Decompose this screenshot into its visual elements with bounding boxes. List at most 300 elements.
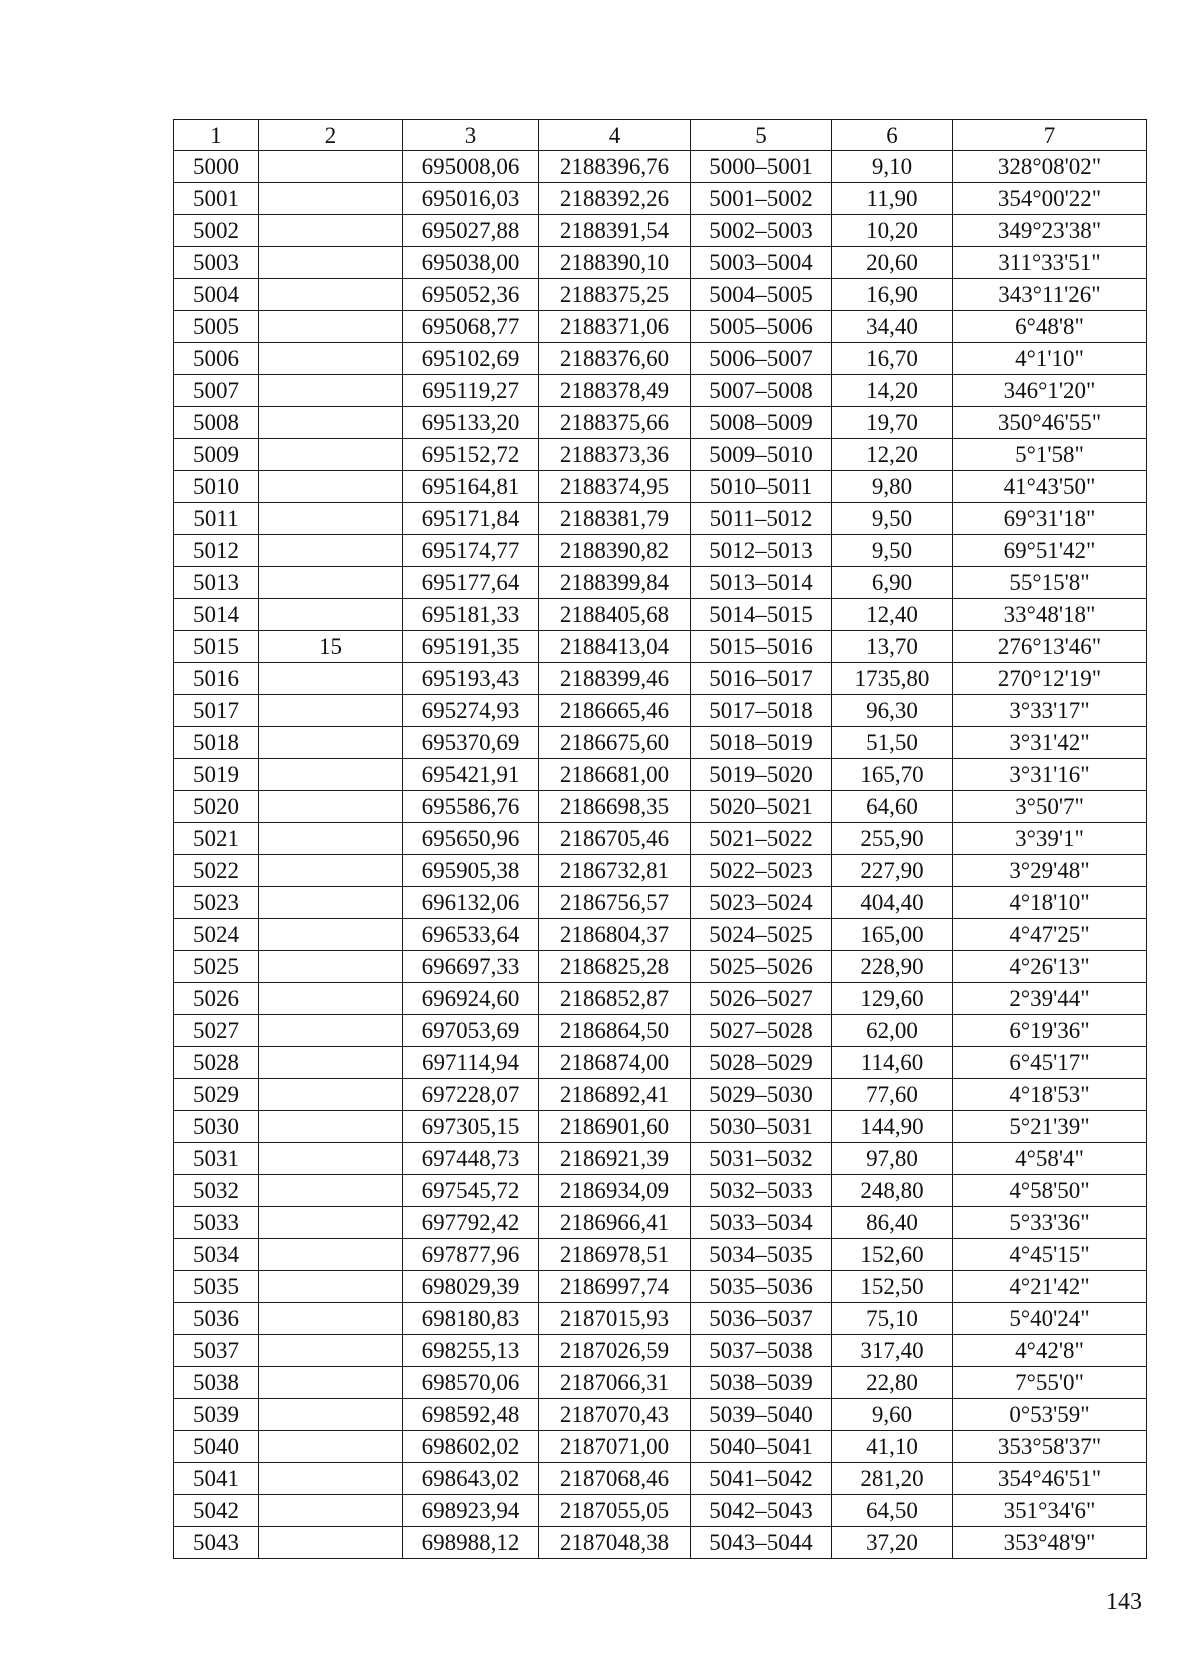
table-cell-col-5: 5011–5012 [691,503,832,535]
table-cell-col-1: 5004 [174,279,259,311]
table-cell-col-6: 12,40 [832,599,953,631]
page-number: 143 [1106,1589,1142,1615]
table-cell-col-5: 5039–5040 [691,1399,832,1431]
table-cell-col-5: 5031–5032 [691,1143,832,1175]
table-cell-col-6: 404,40 [832,887,953,919]
table-cell-col-4: 2186665,46 [539,695,691,727]
table-cell-col-2: 15 [259,631,403,663]
table-row [174,471,1147,503]
table-cell-col-4: 2187055,05 [539,1495,691,1527]
table-cell-col-3: 695133,20 [403,407,539,439]
table-cell-col-4: 2188392,26 [539,183,691,215]
table-cell-col-6: 9,60 [832,1399,953,1431]
table-cell-col-3: 697305,15 [403,1111,539,1143]
table-cell-col-6: 1735,80 [832,663,953,695]
table-cell-col-7: 55°15'8" [953,567,1147,599]
table-cell-col-7: 328°08'02" [953,151,1147,183]
table-cell-col-4: 2187048,38 [539,1527,691,1559]
table-cell-col-5: 5042–5043 [691,1495,832,1527]
table-row [174,663,1147,695]
table-cell-col-1: 5028 [174,1047,259,1079]
table-cell-col-4: 2187066,31 [539,1367,691,1399]
table-cell-col-3: 695274,93 [403,695,539,727]
table-cell-col-5: 5014–5015 [691,599,832,631]
table-cell-col-6: 37,20 [832,1527,953,1559]
table-cell-col-6: 165,70 [832,759,953,791]
table-cell-col-3: 696697,33 [403,951,539,983]
table-row [174,919,1147,951]
table-row [174,599,1147,631]
table-cell-col-2 [259,919,403,951]
table-cell-col-3: 695421,91 [403,759,539,791]
table-row [174,695,1147,727]
table-cell-col-6: 9,80 [832,471,953,503]
table-row [174,1079,1147,1111]
table-cell-col-5: 5000–5001 [691,151,832,183]
table-cell-col-2 [259,1239,403,1271]
table-cell-col-6: 281,20 [832,1463,953,1495]
table-cell-col-7: 7°55'0" [953,1367,1147,1399]
table-cell-col-3: 695164,81 [403,471,539,503]
table-cell-col-5: 5004–5005 [691,279,832,311]
table-cell-col-4: 2186852,87 [539,983,691,1015]
table-cell-col-3: 698592,48 [403,1399,539,1431]
table-cell-col-7: 3°29'48" [953,855,1147,887]
table-cell-col-3: 697448,73 [403,1143,539,1175]
table-cell-col-6: 144,90 [832,1111,953,1143]
table-row [174,1367,1147,1399]
table-cell-col-2 [259,503,403,535]
table-cell-col-4: 2186732,81 [539,855,691,887]
table-cell-col-5: 5037–5038 [691,1335,832,1367]
table-row [174,1175,1147,1207]
table-cell-col-2 [259,343,403,375]
table-cell-col-7: 354°46'51" [953,1463,1147,1495]
table-cell-col-2 [259,727,403,759]
table-cell-col-1: 5007 [174,375,259,407]
table-cell-col-1: 5009 [174,439,259,471]
table-cell-col-4: 2187068,46 [539,1463,691,1495]
table-cell-col-5: 5002–5003 [691,215,832,247]
table-cell-col-3: 695016,03 [403,183,539,215]
table-cell-col-4: 2186698,35 [539,791,691,823]
table-cell-col-6: 34,40 [832,311,953,343]
table-cell-col-1: 5027 [174,1015,259,1047]
table-cell-col-4: 2188399,84 [539,567,691,599]
header-cell-col-3: 3 [403,120,539,151]
table-cell-col-5: 5005–5006 [691,311,832,343]
table-cell-col-5: 5015–5016 [691,631,832,663]
table-cell-col-5: 5013–5014 [691,567,832,599]
table-cell-col-3: 697053,69 [403,1015,539,1047]
table-cell-col-4: 2186681,00 [539,759,691,791]
table-row [174,311,1147,343]
table-cell-col-6: 12,20 [832,439,953,471]
table-cell-col-5: 5010–5011 [691,471,832,503]
table-cell-col-7: 6°19'36" [953,1015,1147,1047]
table-cell-col-3: 696132,06 [403,887,539,919]
table-cell-col-2 [259,1047,403,1079]
table-row [174,183,1147,215]
table-cell-col-2 [259,471,403,503]
table-row [174,439,1147,471]
table-row [174,1399,1147,1431]
table-body [174,151,1147,1559]
table-cell-col-3: 695370,69 [403,727,539,759]
table-cell-col-6: 10,20 [832,215,953,247]
table-cell-col-6: 64,50 [832,1495,953,1527]
table-cell-col-3: 695119,27 [403,375,539,407]
table-cell-col-7: 4°45'15" [953,1239,1147,1271]
table-cell-col-6: 114,60 [832,1047,953,1079]
table-cell-col-7: 3°39'1" [953,823,1147,855]
table-cell-col-5: 5036–5037 [691,1303,832,1335]
table-cell-col-7: 353°58'37" [953,1431,1147,1463]
table-cell-col-4: 2188373,36 [539,439,691,471]
table-row [174,1239,1147,1271]
table-cell-col-2 [259,951,403,983]
table-cell-col-7: 5°33'36" [953,1207,1147,1239]
table-cell-col-6: 19,70 [832,407,953,439]
table-row [174,215,1147,247]
table-cell-col-6: 97,80 [832,1143,953,1175]
table-cell-col-7: 346°1'20" [953,375,1147,407]
table-cell-col-1: 5017 [174,695,259,727]
table-row [174,1047,1147,1079]
table-cell-col-7: 4°21'42" [953,1271,1147,1303]
table-cell-col-7: 270°12'19" [953,663,1147,695]
coordinates-table [173,119,1147,1559]
table-cell-col-5: 5009–5010 [691,439,832,471]
table-cell-col-5: 5007–5008 [691,375,832,407]
table-row [174,727,1147,759]
table-cell-col-4: 2188413,04 [539,631,691,663]
table-cell-col-2 [259,407,403,439]
table-row [174,1495,1147,1527]
table-row [174,1303,1147,1335]
table-cell-col-7: 4°42'8" [953,1335,1147,1367]
table-cell-col-7: 33°48'18" [953,599,1147,631]
table-cell-col-5: 5025–5026 [691,951,832,983]
table-cell-col-1: 5020 [174,791,259,823]
table-cell-col-5: 5020–5021 [691,791,832,823]
table-cell-col-2 [259,983,403,1015]
table-cell-col-2 [259,1111,403,1143]
table-cell-col-4: 2186997,74 [539,1271,691,1303]
table-cell-col-7: 4°47'25" [953,919,1147,951]
header-row [174,120,1147,151]
table-cell-col-5: 5021–5022 [691,823,832,855]
table-cell-col-4: 2186756,57 [539,887,691,919]
table-cell-col-2 [259,151,403,183]
table-cell-col-2 [259,1527,403,1559]
table-cell-col-2 [259,1207,403,1239]
table-cell-col-1: 5006 [174,343,259,375]
table-cell-col-6: 152,60 [832,1239,953,1271]
table-cell-col-2 [259,183,403,215]
table-cell-col-7: 5°21'39" [953,1111,1147,1143]
table-cell-col-2 [259,1463,403,1495]
table-cell-col-1: 5002 [174,215,259,247]
table-cell-col-5: 5003–5004 [691,247,832,279]
table-cell-col-6: 248,80 [832,1175,953,1207]
table-cell-col-7: 0°53'59" [953,1399,1147,1431]
table-row [174,375,1147,407]
table-cell-col-5: 5016–5017 [691,663,832,695]
table-cell-col-5: 5026–5027 [691,983,832,1015]
table-cell-col-1: 5040 [174,1431,259,1463]
table-cell-col-3: 695038,00 [403,247,539,279]
table-cell-col-4: 2186921,39 [539,1143,691,1175]
table-cell-col-2 [259,1495,403,1527]
table-cell-col-1: 5008 [174,407,259,439]
table-cell-col-7: 69°31'18" [953,503,1147,535]
table-cell-col-4: 2188390,82 [539,535,691,567]
table-row [174,567,1147,599]
table-cell-col-5: 5034–5035 [691,1239,832,1271]
table-cell-col-6: 96,30 [832,695,953,727]
table-cell-col-4: 2186874,00 [539,1047,691,1079]
table-cell-col-5: 5030–5031 [691,1111,832,1143]
table-cell-col-7: 4°18'53" [953,1079,1147,1111]
table-cell-col-1: 5011 [174,503,259,535]
table-cell-col-2 [259,887,403,919]
table-cell-col-6: 64,60 [832,791,953,823]
table-cell-col-1: 5038 [174,1367,259,1399]
table-header [174,120,1147,151]
table-cell-col-3: 695174,77 [403,535,539,567]
table-cell-col-1: 5015 [174,631,259,663]
table-cell-col-6: 86,40 [832,1207,953,1239]
table-cell-col-1: 5019 [174,759,259,791]
table-cell-col-6: 317,40 [832,1335,953,1367]
table-cell-col-2 [259,1175,403,1207]
table-cell-col-7: 354°00'22" [953,183,1147,215]
table-cell-col-4: 2186901,60 [539,1111,691,1143]
table-cell-col-7: 5°40'24" [953,1303,1147,1335]
table-cell-col-5: 5022–5023 [691,855,832,887]
table-row [174,983,1147,1015]
table-row [174,855,1147,887]
table-cell-col-4: 2188378,49 [539,375,691,407]
table-cell-col-1: 5035 [174,1271,259,1303]
table-row [174,759,1147,791]
table-cell-col-3: 697114,94 [403,1047,539,1079]
table-cell-col-2 [259,567,403,599]
table-cell-col-4: 2188374,95 [539,471,691,503]
table-cell-col-1: 5030 [174,1111,259,1143]
header-cell-col-5: 5 [691,120,832,151]
table-cell-col-2 [259,1015,403,1047]
table-cell-col-3: 698643,02 [403,1463,539,1495]
table-cell-col-7: 349°23'38" [953,215,1147,247]
table-cell-col-1: 5041 [174,1463,259,1495]
table-cell-col-6: 9,50 [832,535,953,567]
table-cell-col-1: 5018 [174,727,259,759]
table-cell-col-4: 2188399,46 [539,663,691,695]
table-cell-col-1: 5021 [174,823,259,855]
table-cell-col-3: 697877,96 [403,1239,539,1271]
table-cell-col-3: 695191,35 [403,631,539,663]
table-cell-col-7: 5°1'58" [953,439,1147,471]
table-row [174,1335,1147,1367]
table-cell-col-5: 5027–5028 [691,1015,832,1047]
table-cell-col-7: 3°31'42" [953,727,1147,759]
table-row [174,407,1147,439]
table-cell-col-6: 20,60 [832,247,953,279]
table-cell-col-7: 3°33'17" [953,695,1147,727]
table-cell-col-6: 227,90 [832,855,953,887]
table-cell-col-2 [259,791,403,823]
table-cell-col-4: 2188375,66 [539,407,691,439]
table-cell-col-1: 5014 [174,599,259,631]
table-cell-col-2 [259,663,403,695]
table-cell-col-3: 695650,96 [403,823,539,855]
table-cell-col-7: 343°11'26" [953,279,1147,311]
table-cell-col-1: 5010 [174,471,259,503]
table-cell-col-5: 5029–5030 [691,1079,832,1111]
table-cell-col-4: 2187015,93 [539,1303,691,1335]
table-cell-col-6: 41,10 [832,1431,953,1463]
table-cell-col-5: 5033–5034 [691,1207,832,1239]
table-cell-col-1: 5000 [174,151,259,183]
table-cell-col-4: 2186978,51 [539,1239,691,1271]
table-row [174,1015,1147,1047]
table-cell-col-3: 697545,72 [403,1175,539,1207]
table-row [174,503,1147,535]
table-row [174,1207,1147,1239]
table-cell-col-2 [259,1335,403,1367]
table-row [174,247,1147,279]
table-cell-col-2 [259,439,403,471]
table-cell-col-4: 2187070,43 [539,1399,691,1431]
table-cell-col-7: 4°1'10" [953,343,1147,375]
table-cell-col-2 [259,855,403,887]
table-cell-col-4: 2187071,00 [539,1431,691,1463]
table-cell-col-1: 5031 [174,1143,259,1175]
table-cell-col-7: 311°33'51" [953,247,1147,279]
table-cell-col-1: 5022 [174,855,259,887]
table-cell-col-3: 698029,39 [403,1271,539,1303]
table-cell-col-5: 5041–5042 [691,1463,832,1495]
table-cell-col-4: 2186804,37 [539,919,691,951]
table-cell-col-3: 695193,43 [403,663,539,695]
table-cell-col-6: 129,60 [832,983,953,1015]
table-row [174,151,1147,183]
table-cell-col-1: 5032 [174,1175,259,1207]
table-cell-col-4: 2188391,54 [539,215,691,247]
table-cell-col-7: 351°34'6" [953,1495,1147,1527]
table-cell-col-5: 5043–5044 [691,1527,832,1559]
table-cell-col-2 [259,1367,403,1399]
table-cell-col-6: 9,10 [832,151,953,183]
table-cell-col-4: 2187026,59 [539,1335,691,1367]
table-cell-col-7: 2°39'44" [953,983,1147,1015]
table-row [174,823,1147,855]
table-row [174,535,1147,567]
table-cell-col-5: 5008–5009 [691,407,832,439]
header-cell-col-1: 1 [174,120,259,151]
table-cell-col-6: 77,60 [832,1079,953,1111]
table-cell-col-7: 69°51'42" [953,535,1147,567]
table-cell-col-1: 5023 [174,887,259,919]
table-cell-col-2 [259,1399,403,1431]
table-cell-col-6: 228,90 [832,951,953,983]
header-cell-col-2: 2 [259,120,403,151]
table-cell-col-6: 14,20 [832,375,953,407]
table-cell-col-3: 695152,72 [403,439,539,471]
table-cell-col-6: 255,90 [832,823,953,855]
table-row [174,279,1147,311]
table-cell-col-5: 5001–5002 [691,183,832,215]
table-cell-col-3: 698570,06 [403,1367,539,1399]
table-cell-col-1: 5043 [174,1527,259,1559]
table-cell-col-4: 2186892,41 [539,1079,691,1111]
table-cell-col-2 [259,1303,403,1335]
table-cell-col-4: 2186705,46 [539,823,691,855]
table-cell-col-1: 5039 [174,1399,259,1431]
table-cell-col-1: 5003 [174,247,259,279]
table-cell-col-1: 5001 [174,183,259,215]
table-cell-col-3: 695068,77 [403,311,539,343]
table-cell-col-3: 695171,84 [403,503,539,535]
table-cell-col-4: 2188381,79 [539,503,691,535]
table-cell-col-5: 5012–5013 [691,535,832,567]
header-cell-col-4: 4 [539,120,691,151]
table-cell-col-2 [259,759,403,791]
table-cell-col-1: 5005 [174,311,259,343]
table-row [174,1111,1147,1143]
table-cell-col-3: 695008,06 [403,151,539,183]
table-row [174,887,1147,919]
table-cell-col-7: 6°45'17" [953,1047,1147,1079]
table-cell-col-4: 2186934,09 [539,1175,691,1207]
table-cell-col-7: 4°18'10" [953,887,1147,919]
table-cell-col-5: 5028–5029 [691,1047,832,1079]
table-cell-col-6: 9,50 [832,503,953,535]
table-cell-col-6: 62,00 [832,1015,953,1047]
table-cell-col-6: 6,90 [832,567,953,599]
table-cell-col-1: 5012 [174,535,259,567]
table-cell-col-3: 696924,60 [403,983,539,1015]
table-cell-col-1: 5024 [174,919,259,951]
table-row [174,1271,1147,1303]
table-cell-col-2 [259,1143,403,1175]
table-row [174,1431,1147,1463]
table-cell-col-2 [259,695,403,727]
table-cell-col-6: 165,00 [832,919,953,951]
table-cell-col-3: 695052,36 [403,279,539,311]
table-cell-col-5: 5038–5039 [691,1367,832,1399]
table-cell-col-3: 695102,69 [403,343,539,375]
table-cell-col-7: 4°58'50" [953,1175,1147,1207]
table-row [174,1527,1147,1559]
table-cell-col-7: 4°26'13" [953,951,1147,983]
table-cell-col-7: 4°58'4" [953,1143,1147,1175]
table-row [174,1143,1147,1175]
table-cell-col-5: 5035–5036 [691,1271,832,1303]
table-cell-col-7: 3°50'7" [953,791,1147,823]
table-cell-col-5: 5023–5024 [691,887,832,919]
table-cell-col-4: 2186966,41 [539,1207,691,1239]
table-cell-col-7: 353°48'9" [953,1527,1147,1559]
table-cell-col-6: 16,70 [832,343,953,375]
table-cell-col-3: 695181,33 [403,599,539,631]
table-cell-col-3: 697792,42 [403,1207,539,1239]
table-cell-col-2 [259,535,403,567]
table-cell-col-2 [259,279,403,311]
header-cell-col-6: 6 [832,120,953,151]
